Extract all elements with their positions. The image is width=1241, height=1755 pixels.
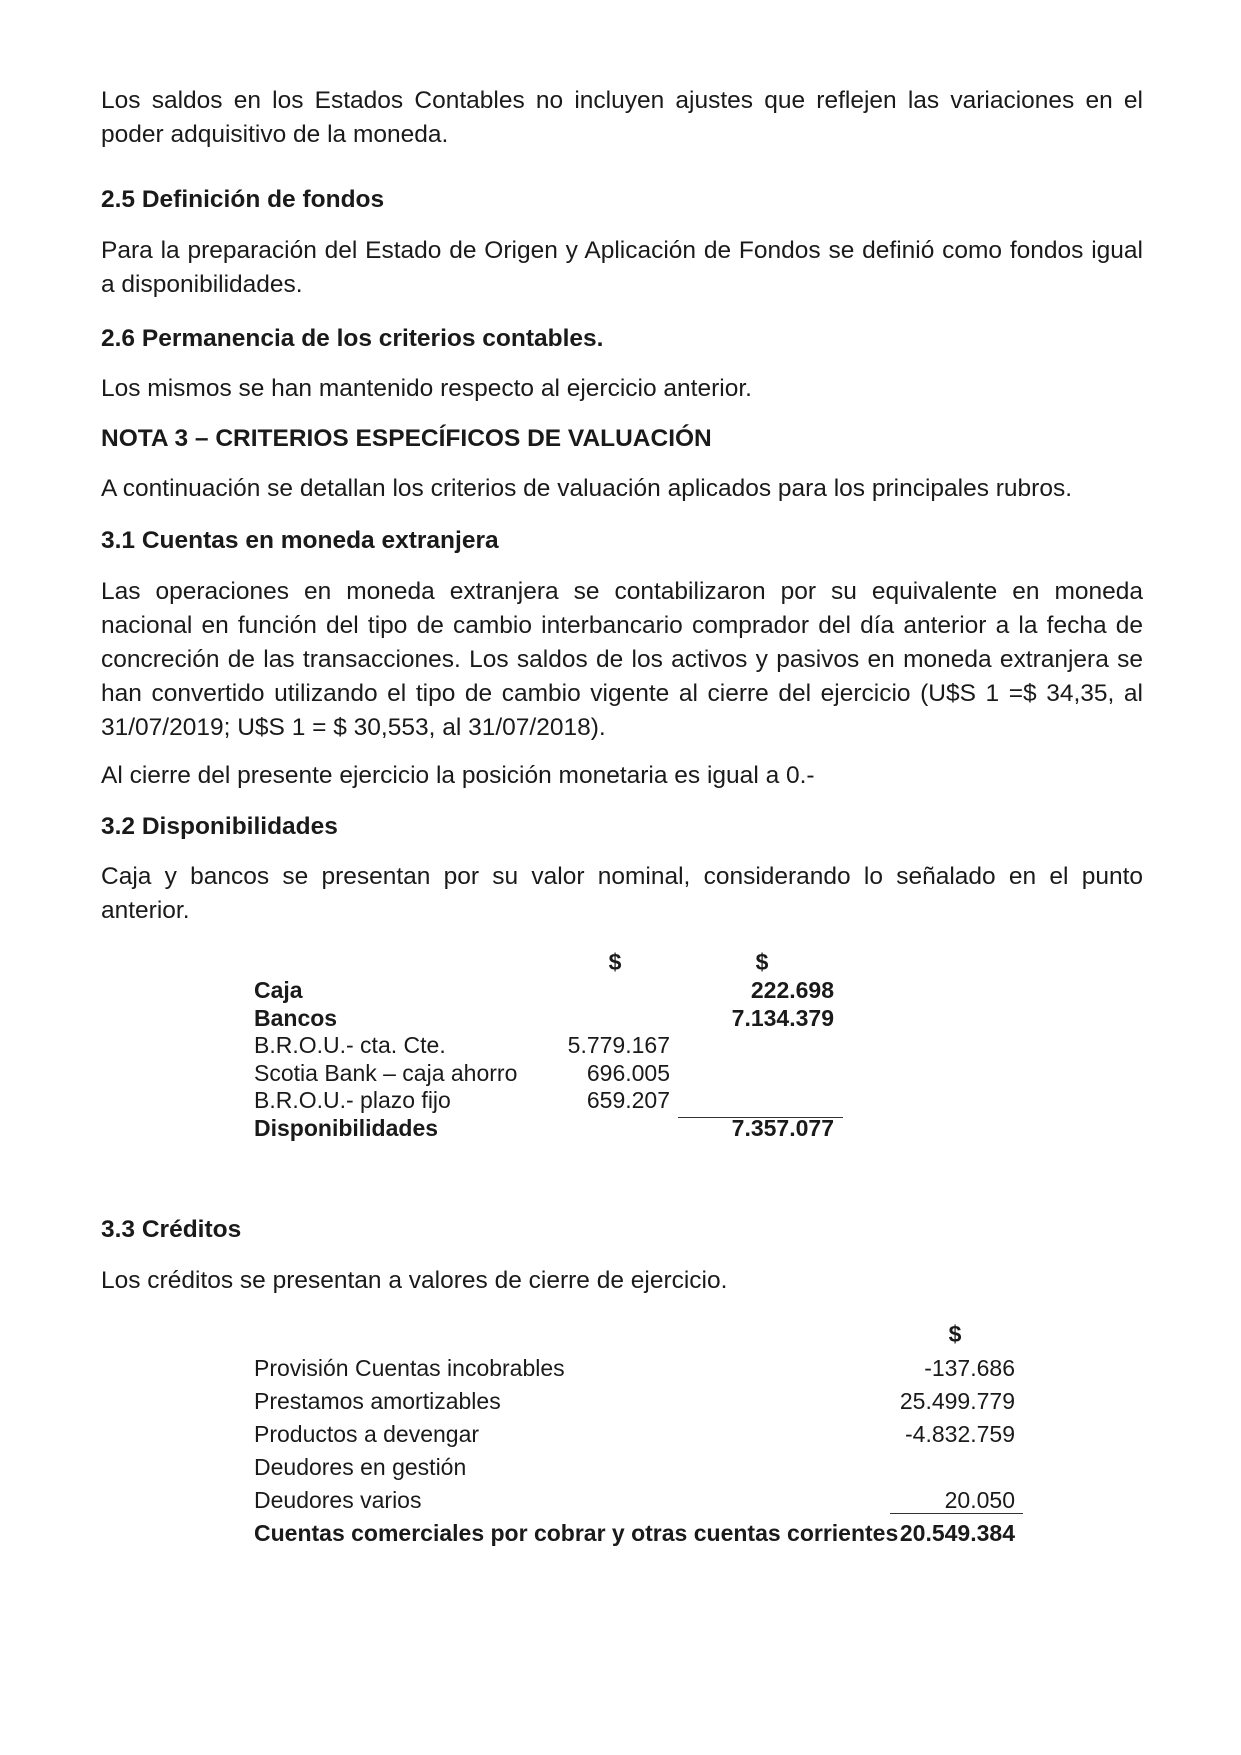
total-rule [678,1117,843,1118]
total-label: Disponibilidades [254,1114,439,1141]
total-value: 20.549.384 [899,1520,1015,1546]
row-subtotal: 659.207 [586,1087,670,1113]
paragraph-posicion-monetaria: Al cierre del presente ejercicio la posición monetaria es igual a 0.- [101,762,815,789]
row-label: B.R.O.U.- plazo fijo [254,1087,451,1113]
table-row [254,1418,1015,1451]
heading-3-1: 3.1 Cuentas en moneda extranjera [101,527,499,554]
paragraph-fondos: Para la preparación del Estado de Origen y Aplicación de Fondos se definió como fondos igual a disponibilidades. [101,237,1143,298]
row-total: 7.134.379 [731,1004,834,1031]
row-label: Caja [254,977,303,1003]
row-label: Scotia Bank – caja ahorro [254,1059,518,1086]
paragraph-criterios: Los mismos se han mantenido respecto al ejercicio anterior. [101,375,752,402]
row-subtotal: 696.005 [586,1059,670,1086]
heading-3-2: 3.2 Disponibilidades [101,813,338,840]
table-row [254,977,834,1005]
paragraph-caja-bancos: Caja y bancos se presentan por su valor nominal, considerando lo señalado en el punto anterior. [101,863,1143,924]
row-label: Provisión Cuentas incobrables [254,1355,565,1381]
total-value: 7.357.077 [731,1114,834,1141]
total-rule [890,1513,1023,1514]
row-label: Prestamos amortizables [254,1388,501,1414]
heading-2-5: 2.5 Definición de fondos [101,186,385,213]
currency-header: $ [948,1321,962,1347]
row-value: 25.499.779 [899,1388,1015,1414]
row-label: Bancos [254,1004,338,1031]
row-value: -137.686 [924,1355,1015,1381]
paragraph-creditos: Los créditos se presentan a valores de cierre de ejercicio. [101,1267,728,1294]
table-row [254,1032,834,1060]
table-row [254,1451,1015,1484]
currency-header-2: $ [755,949,769,975]
row-label: Deudores varios [254,1487,422,1513]
table-total-row [254,1115,834,1143]
creditos-rows [254,1352,1015,1550]
row-value: -4.832.759 [905,1421,1015,1447]
heading-3-3: 3.3 Créditos [101,1216,242,1243]
paragraph-moneda-extranjera: Las operaciones en moneda extranjera se contabilizaron por su equivalente en moneda nacional en función del tipo de cambio interbancario comprador del día anterior a la fecha de concreción de las transacciones. Los saldos de los activos y pasivos en moneda extranjera se han convertido utilizando el tipo de cambio vigente al cierre del ejercicio (U$S 1 =$ 34,35, al 31/07/2019; U$S 1 = $ 30,553, al 31/07/2018). [101,578,1143,741]
table-total-row [254,1517,1015,1550]
row-label: B.R.O.U.- cta. Cte. [254,1032,446,1058]
table-row [254,1005,834,1033]
table-row [254,1352,1015,1385]
row-label: Productos a devengar [254,1421,480,1447]
row-value: 20.050 [944,1487,1015,1513]
heading-2-6: 2.6 Permanencia de los criterios contables. [101,325,604,352]
paragraph-criterios-valuacion: A continuación se detallan los criterios de valuación aplicados para los principales rubros. [101,475,1073,502]
row-label: Deudores en gestión [254,1454,467,1480]
paragraph-adjustments: Los saldos en los Estados Contables no incluyen ajustes que reflejen las variaciones en el poder adquisitivo de la moneda. [101,87,1143,148]
table-row [254,1385,1015,1418]
currency-header-1: $ [608,949,622,975]
row-subtotal: 5.779.167 [567,1032,670,1058]
heading-nota-3: NOTA 3 – CRITERIOS ESPECÍFICOS DE VALUACIÓN [101,425,712,452]
total-label: Cuentas comerciales por cobrar y otras cuentas corrientes [254,1520,899,1546]
table-row [254,1087,834,1115]
row-total: 222.698 [750,977,834,1003]
table-row [254,1060,834,1088]
